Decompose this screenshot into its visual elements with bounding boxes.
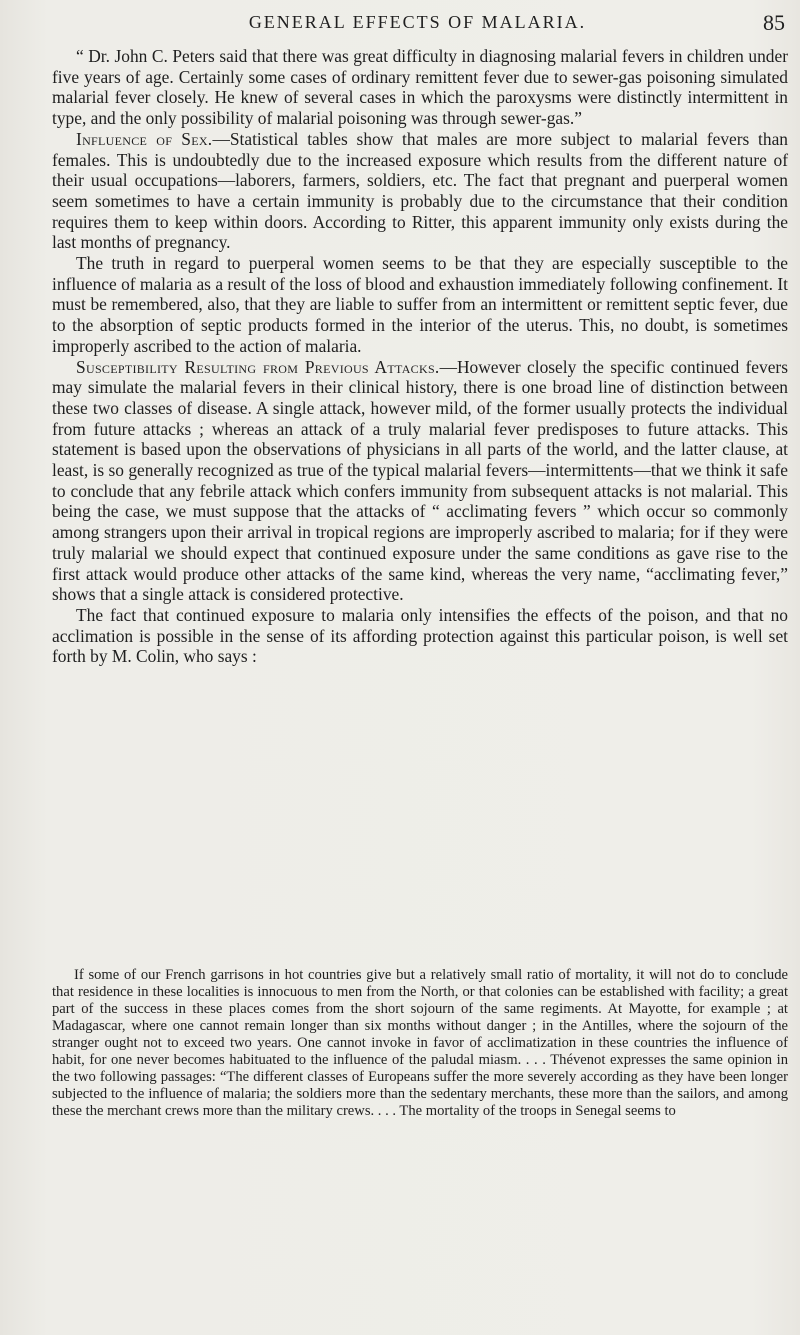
paragraph-text: “ Dr. John C. Peters said that there was great difficulty in diagnosing malarial fevers in children under five years of age. Certainly some cases of ordinary remittent fever due to sewer-gas poisoning simulated malarial fever closely. He knew of several cases in which the paroxysms were distinctly intermittent in type, and the only possibility of malarial poisoning was through sewer-gas.” — [52, 46, 788, 129]
section-heading-influence-of-sex: Influence of Sex. — [76, 128, 213, 149]
paragraph-susceptibility — [52, 357, 788, 605]
block-quote-colin — [52, 967, 788, 1120]
page-header — [50, 10, 785, 44]
paragraph-influence-of-sex — [52, 129, 788, 253]
section-heading-susceptibility: Susceptibility Resulting from Previous Attacks. — [76, 356, 440, 377]
paragraph-peters-quote — [52, 46, 788, 129]
page-number: 85 — [763, 10, 785, 35]
paragraph-text: —Statistical tables show that males are more subject to malarial fevers than females. This is undoubtedly due to the increased exposure which results from the different nature of their usual occupations—laborers, farmers, soldiers, etc. The fact that pregnant and puerperal women seem sometimes to have a certain immunity is probably due to the circumstance that their condition requires them to keep within doors. According to Ritter, this apparent immunity only exists during the last months of pregnancy. — [52, 128, 789, 253]
quote-text: If some of our French garrisons in hot countries give but a relatively small ratio of mortality, it will not do to conclude that residence in these localities is innocuous to men from the North, or that colonies can be established with facility; a great part of the success in these places comes from the short sojourn of the same regiments. At Mayotte, for example ; at Madagascar, where one cannot remain longer than six months without danger ; in the Antilles, where the sojourn of the stranger ought not to exceed two years. One cannot invoke in favor of acclimatization in these countries the influence of habit, for one never becomes habituated to the influence of the paludal miasm. . . . Thévenot expresses the same opinion in the two following passages: “The different classes of Europeans suffer the more severely according as they have been longer subjected to the influence of malaria; the soldiers more than the sedentary merchants, these more than the sailors, and among these the merchant crews more than the military crews. . . . The mortality of the troops in Senegal seems to — [52, 967, 788, 1119]
running-title: GENERAL EFFECTS OF MALARIA. — [248, 12, 587, 32]
paragraph-puerperal-women — [52, 253, 788, 357]
paragraph-text: —However closely the specific continued fevers may simulate the malarial fevers in their clinical history, there is one broad line of distinction between these two classes of disease. A single attack, however mild, of the former usually protects the individual from future attacks ; whereas an attack of a truly malarial fever predisposes to future attacks. This statement is based upon the observations of physicians in all parts of the world, and the latter clause, at least, is so generally recognized as true of the typical malarial fevers—intermittents—that we think it safe to conclude that any febrile attack which confers immunity from subsequent attacks is not malarial. This being the case, we must suppose that the attacks of “ acclimating fevers ” which occur so commonly among strangers upon their arrival in tropical regions are improperly ascribed to malaria; for if they were truly malarial we should expect that continued exposure under the same conditions as gave rise to the first attack would produce other attacks of the same kind, whereas the very name, “acclimating fever,” shows that a single attack is considered protective. — [52, 356, 788, 605]
paragraph-continued-exposure — [52, 605, 788, 667]
paragraph-text: The fact that continued exposure to malaria only intensifies the effects of the poison, and that no acclimation is possible in the sense of its affording protection against this particular poison, is well set forth by M. Colin, who says : — [52, 604, 788, 667]
paragraph-text: The truth in regard to puerperal women seems to be that they are especially susceptible to the influence of malaria as a result of the loss of blood and exhaustion immediately following confinement. It must be remembered, also, that they are liable to suffer from an intermittent or remittent septic fever, due to the absorption of septic products formed in the interior of the uterus. This, no doubt, is sometimes improperly ascribed to the action of malaria. — [52, 253, 788, 356]
main-text — [52, 46, 788, 667]
